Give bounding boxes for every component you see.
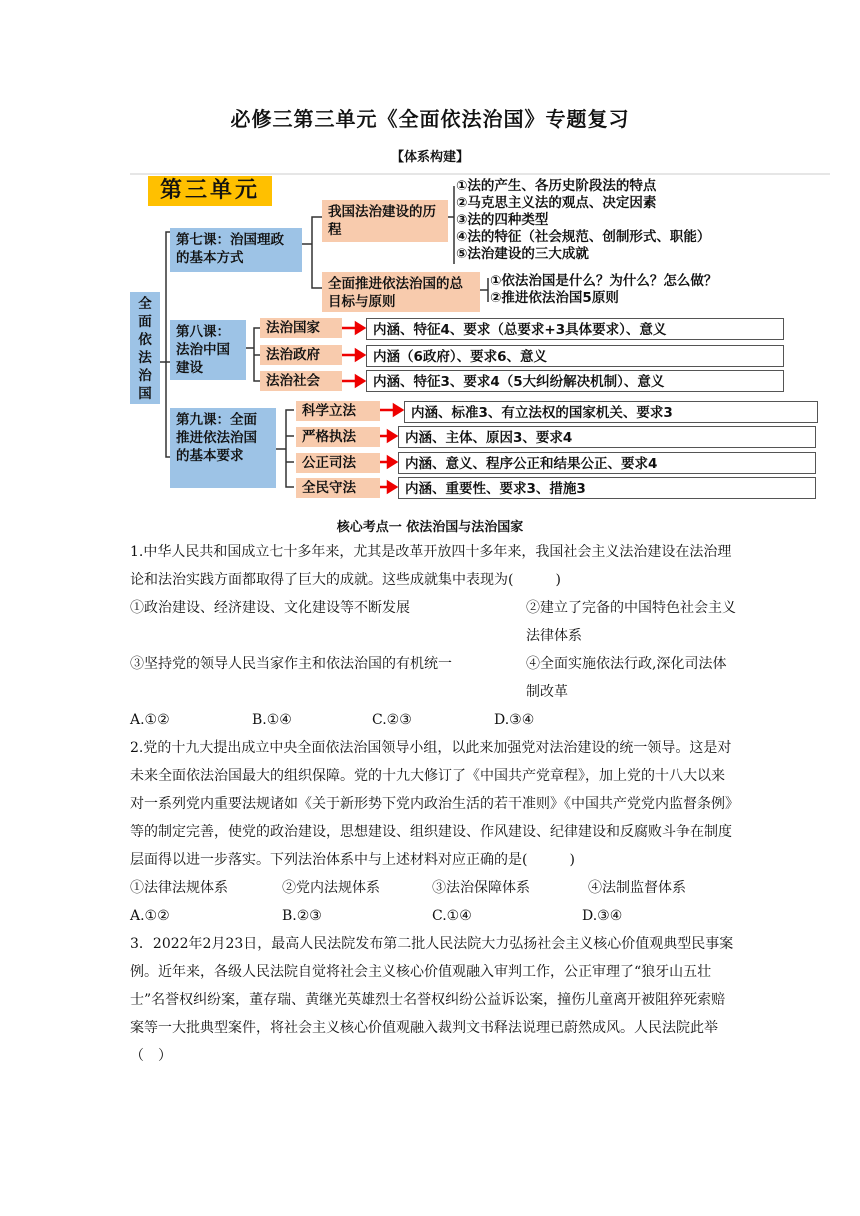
option: ②建立了完备的中国特色社会主义法律体系	[526, 600, 736, 644]
l8-item-detail: 内涵、特征4、要求（总要求+3具体要求）、意义	[366, 318, 784, 340]
choice: C.②③	[372, 712, 412, 728]
question-stem: 1.中华人民共和国成立七十多年来，尤其是改革开放四十多年来，我国社会主义法治建设在法治理论和法治实践方面都取得了巨大的成就。这些成就集中表现为( )	[130, 544, 732, 588]
l7-topic1-node: 我国法治建设的历程	[322, 200, 448, 242]
l9-item-detail: 内涵、标准3、有立法权的国家机关、要求3	[404, 401, 818, 423]
root-node: 全面依法治国	[130, 292, 160, 404]
list-item: ②马克思主义法的观点、决定因素	[456, 195, 657, 211]
section-heading: 核心考点一 依法治国与法治国家	[336, 520, 524, 535]
choice: C.①④	[432, 908, 472, 924]
list-item: ④法的特征（社会规范、创制形式、职能）	[456, 229, 711, 245]
l9-item-label: 全民守法	[296, 478, 380, 498]
l9-item-detail: 内涵、意义、程序公正和结果公正、要求4	[398, 452, 816, 474]
l8-item-label: 法治国家	[260, 318, 342, 338]
list-item: ③法的四种类型	[456, 212, 549, 228]
choice: A.①②	[130, 712, 170, 728]
option: ②党内法规体系	[282, 880, 380, 896]
lesson7-node: 第七课：治国理政的基本方式	[170, 228, 302, 272]
page-title: 必修三第三单元《全面依法治国》专题复习	[230, 107, 630, 131]
l9-item-label: 科学立法	[296, 401, 380, 421]
l9-item-label: 严格执法	[296, 427, 380, 447]
question-3-stem: 3．2022年2月23日，最高人民法院发布第二批人民法院大力弘扬社会主义核心价值观典型民事案例。近年来，各级人民法院自觉将社会主义核心价值观融入审判工作，公正审理了“狼牙山五壮士”名誉权纠纷案，董存瑞、黄继光英雄烈士名誉权纠纷公益诉讼案，撞伤儿童离开被阻猝死索赔案等一大批典型案件，将社会主义核心价值观融入裁判文书释法说理已蔚然成风。人民法院此举（ ）	[130, 936, 734, 1064]
l8-item-detail: 内涵、特征3、要求4（5大纠纷解决机制）、意义	[366, 370, 784, 392]
l8-item-detail: 内涵（6政府）、要求6、意义	[366, 345, 784, 367]
option: ④全面实施依法行政,深化司法体制改革	[526, 656, 727, 700]
option: ①政治建设、经济建设、文化建设等不断发展	[130, 600, 410, 616]
option: ④法制监督体系	[588, 880, 686, 896]
l9-item-detail: 内涵、主体、原因3、要求4	[398, 426, 816, 448]
knowledge-diagram	[130, 172, 830, 508]
choice: B.①④	[252, 712, 292, 728]
l8-item-label: 法治政府	[260, 345, 342, 365]
l7-topic2-node: 全面推进依法治国的总目标与原则	[322, 272, 480, 312]
l7-topic1-items	[456, 178, 710, 263]
choice: D.③④	[582, 908, 623, 924]
option: ①法律法规体系	[130, 880, 228, 896]
section-subtitle: 【体系构建】	[390, 150, 469, 165]
question-1	[130, 538, 736, 1070]
l9-item-label: 公正司法	[296, 453, 380, 473]
list-item: ②推进依法治国5原则	[490, 290, 619, 306]
option: ③法治保障体系	[432, 880, 530, 896]
question-2-stem: 2.党的十九大提出成立中央全面依法治国领导小组，以此来加强党对法治建设的统一领导。这是对未来全面依法治国最大的组织保障。党的十九大修订了《中国共产党章程》，加上党的十八大以来对一系列党内重要法规诸如《关于新形势下党内政治生活的若干准则》《中国共产党党内监督条例》等的制定完善，使党的政治建设，思想建设、组织建设、作风建设、纪律建设和反腐败斗争在制度层面得以进一步落实。下列法治体系中与上述材料对应正确的是( )	[130, 740, 732, 868]
choice: D.③④	[494, 712, 535, 728]
list-item: ⑤法治建设的三大成就	[456, 246, 589, 262]
choice: A.①②	[130, 908, 170, 924]
list-item: ①依法治国是什么？为什么？怎么做？	[490, 273, 718, 289]
list-item: ①法的产生、各历史阶段法的特点	[456, 178, 657, 194]
option: ③坚持党的领导人民当家作主和依法治国的有机统一	[130, 656, 452, 672]
lesson8-node: 第八课：法治中国建设	[170, 320, 246, 380]
l7-topic2-items	[490, 273, 717, 307]
lesson9-node: 第九课：全面推进依法治国的基本要求	[170, 408, 276, 488]
unit-label: 第三单元	[148, 176, 272, 206]
choice: B.②③	[282, 908, 322, 924]
l9-item-detail: 内涵、重要性、要求3、措施3	[398, 477, 816, 499]
l8-item-label: 法治社会	[260, 371, 342, 391]
